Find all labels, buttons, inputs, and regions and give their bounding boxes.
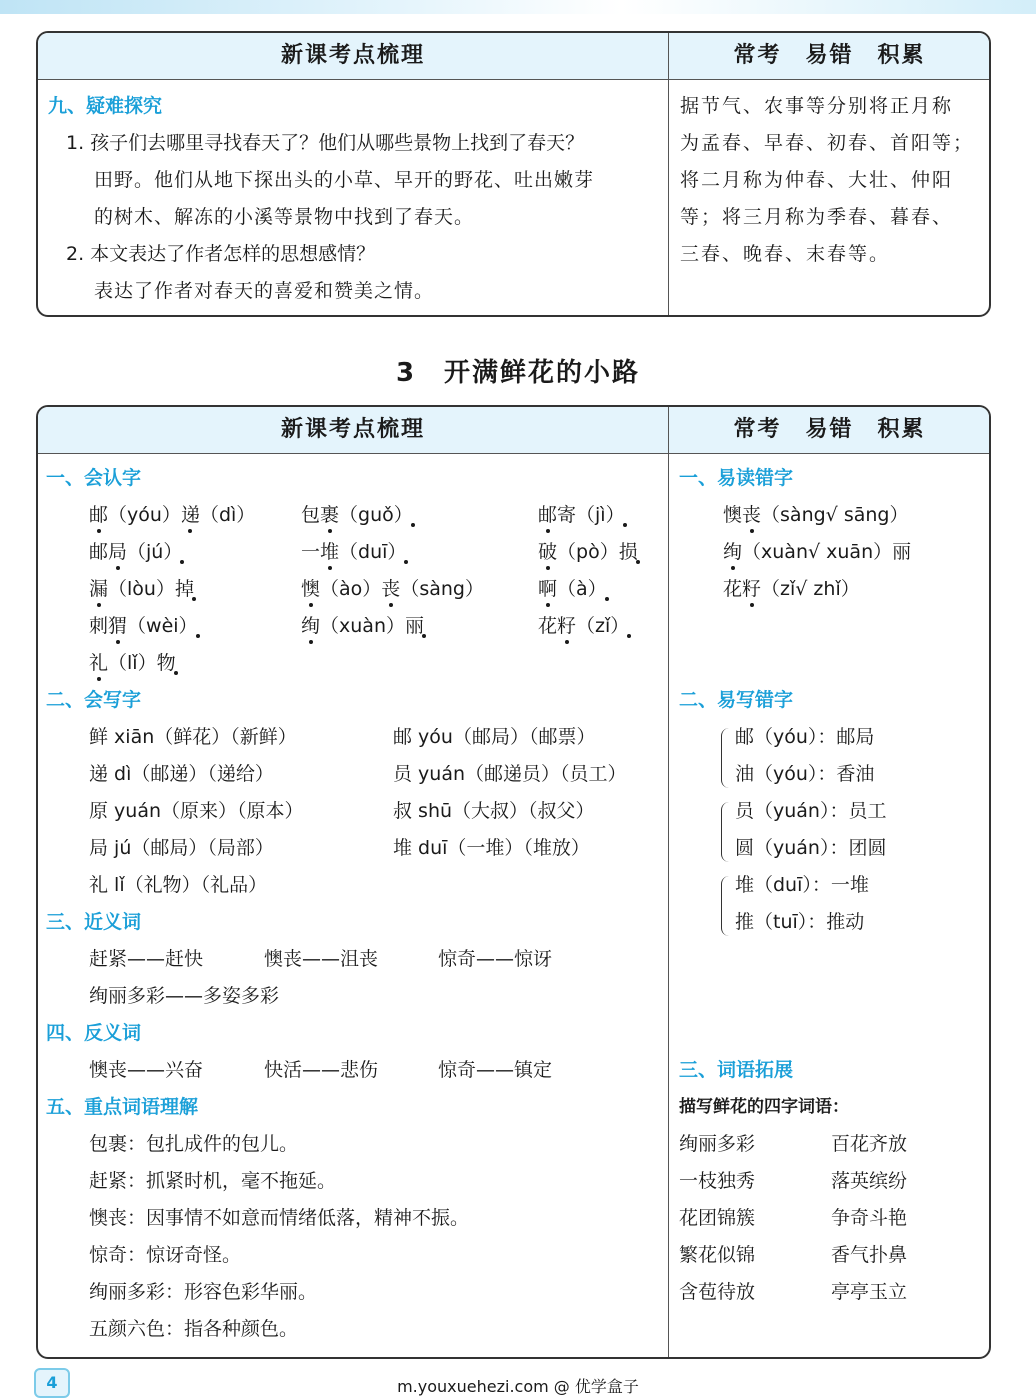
dotted-char: 裹: [320, 504, 340, 526]
idiom: 争奇斗艳: [831, 1207, 908, 1229]
dotted-char: 递: [180, 504, 200, 526]
write-char: 邮 yóu（邮局）（邮票）: [393, 726, 596, 748]
char-text: （jú）: [127, 541, 183, 563]
char-text: （xuàn）丽: [320, 615, 424, 637]
header-right: 常考 易错 积累: [733, 417, 926, 442]
column-divider: [668, 33, 669, 315]
confusable-char: 油（yóu）：香油: [735, 763, 875, 785]
word-definition: 懊丧：因事情不如意而情绪低落，精神不振。: [89, 1207, 470, 1229]
idiom: 含苞待放: [679, 1281, 756, 1303]
idiom: 一枝独秀: [679, 1170, 756, 1192]
char-text: （zǐ）: [576, 615, 630, 637]
char-entry: [301, 577, 484, 601]
char-entry: [538, 503, 625, 527]
word-definition: 绚丽多彩：形容色彩华丽。: [89, 1281, 318, 1303]
header-left: 新课考点梳理: [280, 43, 425, 68]
char-entry: [301, 503, 413, 527]
char-entry: [538, 614, 629, 638]
char-entry: [89, 503, 255, 527]
char-entry: [89, 577, 194, 601]
dotted-char: 丧: [381, 578, 401, 600]
note-line: 三春、晚春、末春等。: [680, 243, 891, 265]
answer-2: 表达了作者对春天的喜爱和赞美之情。: [94, 280, 435, 302]
brace: [721, 802, 732, 862]
qa-box: [36, 31, 991, 317]
note-line: 为孟春、早春、初春、首阳等；: [680, 132, 975, 154]
dotted-char: 堆: [320, 541, 340, 563]
synonym-pair: 绚丽多彩——多姿多彩: [89, 985, 280, 1007]
char-text: （pò）损: [557, 541, 638, 563]
char-text: 懊: [723, 504, 743, 526]
idiom: 亭亭玉立: [831, 1281, 908, 1303]
dotted-char: 丧: [742, 504, 762, 526]
answer-1-line-2: 的树木、解冻的小溪等景物中找到了春天。: [94, 206, 475, 228]
write-char: 鲜 xiān（鲜花）（新鲜）: [89, 726, 297, 748]
char-text: （zǐ√ zhǐ）: [761, 578, 860, 600]
dotted-char: 局: [108, 541, 128, 563]
note-line: 据节气、农事等分别将正月称: [680, 95, 954, 117]
top-decorative-band: [0, 0, 1036, 14]
page-number: 4: [34, 1368, 70, 1398]
brace: [721, 876, 732, 936]
section-heading-synonyms: 三、近义词: [46, 911, 142, 933]
char-text: （dì）: [199, 504, 256, 526]
char-text: 花: [723, 578, 743, 600]
lesson-name: 开满鲜花的小路: [444, 358, 641, 388]
write-char: 递 dì（邮递）（递给）: [89, 763, 274, 785]
char-entry: [723, 540, 911, 564]
char-text: （lòu）掉: [108, 578, 194, 600]
char-entry: [89, 540, 182, 564]
lesson-number: 3: [395, 358, 417, 388]
brace: [721, 728, 732, 788]
write-char: 员 yuán（邮递员）（员工）: [393, 763, 627, 785]
antonym-pair: 懊丧——兴奋: [89, 1059, 204, 1081]
dotted-char: 破: [538, 541, 558, 563]
confusable-char: 推（tuī）：推动: [735, 911, 865, 933]
char-entry: [723, 503, 908, 527]
dotted-char: 绚: [301, 615, 321, 637]
dotted-char: 猬: [108, 615, 128, 637]
note-line: 将二月称为仲春、大壮、仲阳: [680, 169, 954, 191]
char-text: （xuàn√ xuān）丽: [742, 541, 912, 563]
confusable-char: 圆（yuán）：团圆: [735, 837, 887, 859]
char-text: 寄（jì）: [557, 504, 625, 526]
synonym-pair: 惊奇——惊讶: [438, 948, 553, 970]
dotted-char: 籽: [557, 615, 577, 637]
header-left: 新课考点梳理: [280, 417, 425, 442]
idiom: 绚丽多彩: [679, 1133, 756, 1155]
idiom: 香气扑鼻: [831, 1244, 908, 1266]
confusable-char: 堆（duī）：一堆: [735, 874, 869, 896]
note-line: 等；将三月称为季春、暮春、: [680, 206, 954, 228]
confusable-char: 邮（yóu）：邮局: [735, 726, 875, 748]
section-heading-miswrite: 二、易写错字: [679, 689, 794, 711]
char-text: （wèi）: [127, 615, 198, 637]
char-text: （duī）: [339, 541, 407, 563]
header-right: 常考 易错 积累: [733, 43, 926, 68]
dotted-char: 懊: [301, 578, 321, 600]
char-entry: [538, 540, 638, 564]
dotted-char: 邮: [89, 504, 109, 526]
char-text: 刺: [89, 615, 109, 637]
question-1: 1. 孩子们去哪里寻找春天了？他们从哪些景物上找到了春天？: [66, 132, 585, 154]
expansion-subtitle: 描写鲜花的四字词语：: [679, 1097, 849, 1117]
write-char: 原 yuán（原来）（原本）: [89, 800, 304, 822]
section-heading: 九、疑难探究: [48, 95, 163, 117]
dotted-char: 漏: [89, 578, 109, 600]
lesson-title: [0, 352, 1036, 389]
synonym-pair: 赶紧——赶快: [89, 948, 204, 970]
char-entry: [538, 577, 607, 601]
char-entry: [723, 577, 860, 601]
column-divider: [668, 407, 669, 1357]
question-2: 2. 本文表达了作者怎样的思想感情？: [66, 243, 376, 265]
section-heading-expansion: 三、词语拓展: [679, 1059, 794, 1081]
idiom: 百花齐放: [831, 1133, 908, 1155]
char-text: （yóu）: [108, 504, 181, 526]
word-definition: 惊奇：惊讶奇怪。: [89, 1244, 242, 1266]
char-entry: [89, 651, 176, 675]
char-text: 花: [538, 615, 558, 637]
word-definition: 包裹：包扎成件的包儿。: [89, 1133, 299, 1155]
synonym-pair: 懊丧——沮丧: [264, 948, 379, 970]
footer-watermark: m.youxuehezi.com @ 优学盒子: [397, 1377, 639, 1396]
answer-1-line-1: 田野。他们从地下探出头的小草、早开的野花、吐出嫩芽: [94, 169, 595, 191]
word-definition: 赶紧：抓紧时机，毫不拖延。: [89, 1170, 337, 1192]
word-definition: 五颜六色：指各种颜色。: [89, 1318, 299, 1340]
char-entry: [301, 540, 406, 564]
confusable-char: 员（yuán）：员工: [735, 800, 887, 822]
dotted-char: 籽: [742, 578, 762, 600]
section-heading-write: 二、会写字: [46, 689, 142, 711]
section-heading-definitions: 五、重点词语理解: [46, 1096, 199, 1118]
write-char: 礼 lǐ（礼物）（礼品）: [89, 874, 268, 896]
dotted-char: 啊: [538, 578, 558, 600]
char-text: （sàng）: [400, 578, 484, 600]
char-entry: [301, 614, 424, 638]
antonym-pair: 惊奇——镇定: [438, 1059, 553, 1081]
idiom: 花团锦簇: [679, 1207, 756, 1229]
char-text: （guǒ）: [339, 504, 413, 526]
write-char: 叔 shū（大叔）（叔父）: [393, 800, 595, 822]
dotted-char: 绚: [723, 541, 743, 563]
dotted-char: 邮: [538, 504, 558, 526]
char-text: 包: [301, 504, 321, 526]
write-char: 堆 duī（一堆）（堆放）: [393, 837, 590, 859]
char-entry: [89, 614, 198, 638]
antonym-pair: 快活——悲伤: [264, 1059, 379, 1081]
section-heading-antonyms: 四、反义词: [46, 1022, 142, 1044]
section-heading-recognize: 一、会认字: [46, 467, 142, 489]
write-char: 局 jú（邮局）（局部）: [89, 837, 274, 859]
section-heading-misread: 一、易读错字: [679, 467, 794, 489]
char-text: （à）: [557, 578, 607, 600]
char-text: （sàng√ sāng）: [761, 504, 909, 526]
char-text: 邮: [89, 541, 109, 563]
idiom: 落英缤纷: [831, 1170, 908, 1192]
char-text: 一: [301, 541, 321, 563]
idiom: 繁花似锦: [679, 1244, 756, 1266]
char-text: （ào）: [320, 578, 382, 600]
dotted-char: 礼: [89, 652, 109, 674]
char-text: （lǐ）物: [108, 652, 176, 674]
